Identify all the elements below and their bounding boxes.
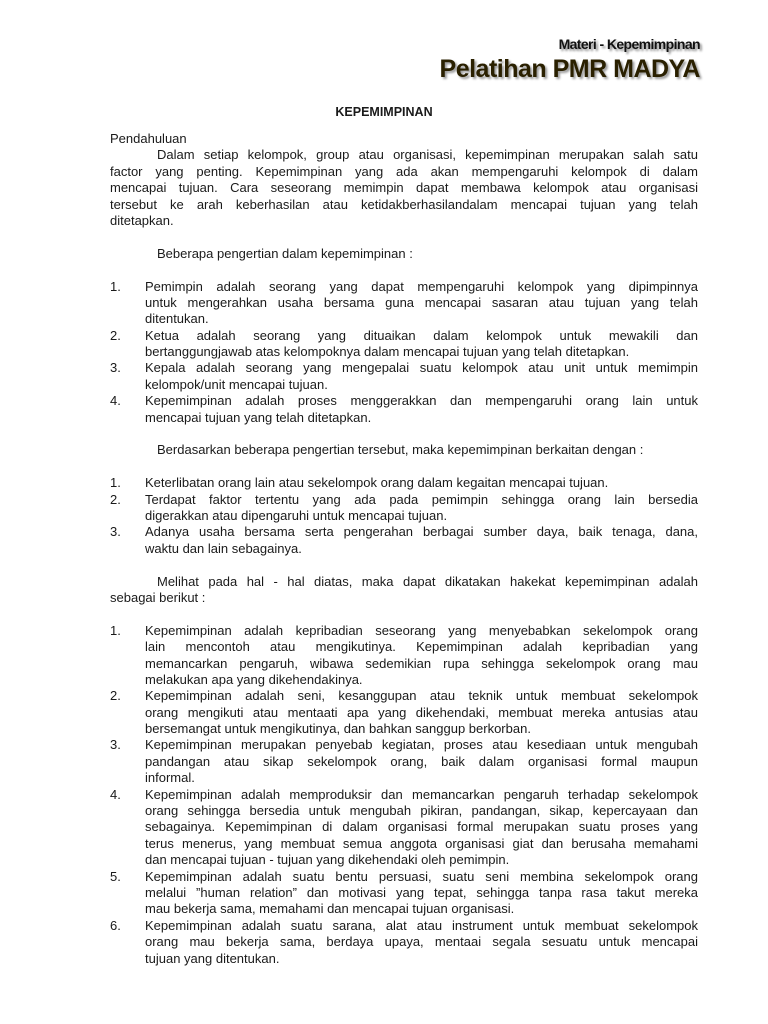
text-line: Keterlibatan orang lain atau sekelompok orang dalam kegaitan mencapai tujuan.	[145, 475, 609, 491]
list-item	[110, 492, 698, 525]
text-line: orang sehingga bersedia untuk mengubah pikiran, pandangan, sikap, kepercayaan dan	[145, 803, 698, 819]
list-number: 6.	[110, 917, 121, 933]
text-line: Melihat pada hal - hal diatas, maka dapat dikatakan hakekat kepemimpinan adalah	[157, 573, 698, 589]
list-item	[110, 787, 698, 869]
text-line: sebagainya. Kepemimpinan di dalam organisasi formal merupakan suatu proses yang	[145, 819, 698, 835]
text-line: memancarkan pengaruh, wibawa sedemikian rupa sehingga sekelompok orang mau	[145, 655, 698, 671]
list-text	[145, 869, 698, 918]
text-line: pandangan atau sikap sekelompok orang, baik dalam organisasi formal maupun	[145, 753, 698, 769]
intro-heading: Pendahuluan	[110, 131, 187, 146]
list-item	[110, 918, 698, 967]
text-line: waktu dan lain sebagainya.	[145, 540, 302, 556]
text-line: Adanya usaha bersama serta pengerahan berbagai sumber daya, baik tenaga, dana,	[145, 524, 698, 540]
header-subtitle: Materi - Kepemimpinan	[558, 36, 700, 52]
list-number: 3.	[110, 360, 121, 376]
text-line: untuk mengerahkan usaha bersama guna mencapai sasaran atau tujuan yang telah	[145, 294, 698, 310]
list-item	[110, 623, 698, 689]
list-number: 3.	[110, 524, 121, 540]
text-line: Kepemimpinan adalah memproduksir dan memancarkan pengaruh terhadap sekelompok	[145, 786, 698, 802]
header-title: Pelatihan PMR MADYA	[439, 55, 700, 83]
list-text	[145, 688, 698, 737]
text-line: ditentukan.	[145, 311, 209, 327]
definitions-intro: Beberapa pengertian dalam kepemimpinan :	[157, 245, 413, 261]
list-text	[145, 623, 698, 689]
text-line: melalui ”human relation” dan motivasi yang tepat, sehingga tanpa rasa takut mereka	[145, 884, 698, 900]
text-line: orang mengikuti atau mentaati apa yang dikehendaki, membuat mereka antusias atau	[145, 704, 698, 720]
text-line: melakukan apa yang dikehendakinya.	[145, 671, 363, 687]
list-item	[110, 524, 698, 557]
text-line: bertanggungjawab atas kelompoknya dalam mencapai tujuan yang telah ditetapkan.	[145, 344, 630, 360]
list-text	[145, 475, 698, 491]
list-item	[110, 737, 698, 786]
list-item	[110, 360, 698, 393]
list-item	[110, 393, 698, 426]
text-line: factor yang penting. Kepemimpinan yang ada akan mempengaruhi kelompok di dalam	[110, 163, 698, 179]
list-number: 1.	[110, 622, 121, 638]
essence-list	[110, 623, 698, 967]
text-line: mencapai tujuan yang telah ditetapkan.	[145, 409, 372, 425]
text-line: mencapai tujuan. Cara seseorang memimpin dapat membawa kelompok atau organisasi	[110, 180, 698, 196]
text-line: orang mau bekerja sama, berdaya upaya, mentaai segala sesuatu untuk mencapai	[145, 934, 698, 950]
text-line: Pemimpin adalah seorang yang dapat mempengaruhi kelompok yang dipimpinnya	[145, 278, 698, 294]
text-line: informal.	[145, 770, 195, 786]
list-number: 1.	[110, 278, 121, 294]
list-number: 2.	[110, 688, 121, 704]
list-text	[145, 360, 698, 393]
text-line: Kepala adalah seorang yang mengepalai suatu kelompok atau unit untuk memimpin	[145, 360, 698, 376]
text-line: Ketua adalah seorang yang dituaikan dalam kelompok untuk mewakili dan	[145, 327, 698, 343]
text-line: Terdapat faktor tertentu yang ada pada pemimpin sehingga orang lain bersedia	[145, 491, 698, 507]
list-number: 1.	[110, 475, 121, 491]
text-line: Kepemimpinan merupakan penyebab kegiatan, proses atau kesediaan untuk mengubah	[145, 737, 698, 753]
text-line: Kepemimpinan adalah proses menggerakkan dan mempengaruhi orang lain untuk	[145, 393, 698, 409]
text-line: tujuan yang ditentukan.	[145, 950, 280, 966]
list-number: 2.	[110, 491, 121, 507]
list-number: 3.	[110, 737, 121, 753]
text-line: Kepemimpinan adalah kepribadian seseorang yang menyebabkan sekelompok orang	[145, 622, 698, 638]
list-item	[110, 475, 698, 491]
list-text	[145, 393, 698, 426]
related-list	[110, 475, 698, 557]
text-line: tersebut ke arah keberhasilan atau ketidakberhasilandalam mencapai tujuan yang telah	[110, 196, 698, 212]
text-line: Kepemimpinan adalah suatu sarana, alat atau instrument untuk membuat sekelompok	[145, 917, 698, 933]
list-text	[145, 279, 698, 328]
text-line: Kepemimpinan adalah suatu bentu persuasi, suatu seni membina sekelompok orang	[145, 868, 698, 884]
definitions-list	[110, 279, 698, 427]
list-text	[145, 524, 698, 557]
essence-intro	[110, 574, 698, 607]
text-line: lain mencontoh atau mengikutinya. Kepemimpinan adalah kepribadian yang	[145, 639, 698, 655]
list-text	[145, 787, 698, 869]
intro-paragraph	[110, 147, 698, 229]
list-text	[145, 492, 698, 525]
text-line: bersemangat untuk mengikutinya, dan bahkan sanggup berkorban.	[145, 721, 531, 737]
list-text	[145, 918, 698, 967]
list-text	[145, 328, 698, 361]
document-body	[110, 131, 698, 967]
list-number: 4.	[110, 393, 121, 409]
text-line: ditetapkan.	[110, 212, 174, 228]
text-line: mau bekerja sama, memahami dan mencapai tujuan organisasi.	[145, 901, 515, 917]
list-number: 4.	[110, 786, 121, 802]
list-item	[110, 869, 698, 918]
text-line: digerakkan atau dipengaruhi untuk mencapai tujuan.	[145, 508, 448, 523]
list-number: 5.	[110, 868, 121, 884]
list-item	[110, 688, 698, 737]
list-number: 2.	[110, 327, 121, 343]
list-item	[110, 279, 698, 328]
text-line: terus menerus, yang membuat semua anggota organisasi giat dan berusaha memahami	[145, 835, 698, 851]
text-line: sebagai berikut :	[110, 589, 206, 605]
document-title: KEPEMIMPINAN	[335, 105, 433, 119]
related-intro: Berdasarkan beberapa pengertian tersebut, maka kepemimpinan berkaitan dengan :	[157, 442, 644, 458]
list-text	[145, 737, 698, 786]
text-line: dan mencapai tujuan - tujuan yang dikehendaki oleh pemimpin.	[145, 852, 510, 868]
text-line: Kepemimpinan adalah seni, kesanggupan atau teknik untuk membuat sekelompok	[145, 688, 698, 704]
text-line: kelompok/unit mencapai tujuan.	[145, 376, 328, 392]
list-item	[110, 328, 698, 361]
text-line: Dalam setiap kelompok, group atau organisasi, kepemimpinan merupakan salah satu	[157, 147, 698, 163]
